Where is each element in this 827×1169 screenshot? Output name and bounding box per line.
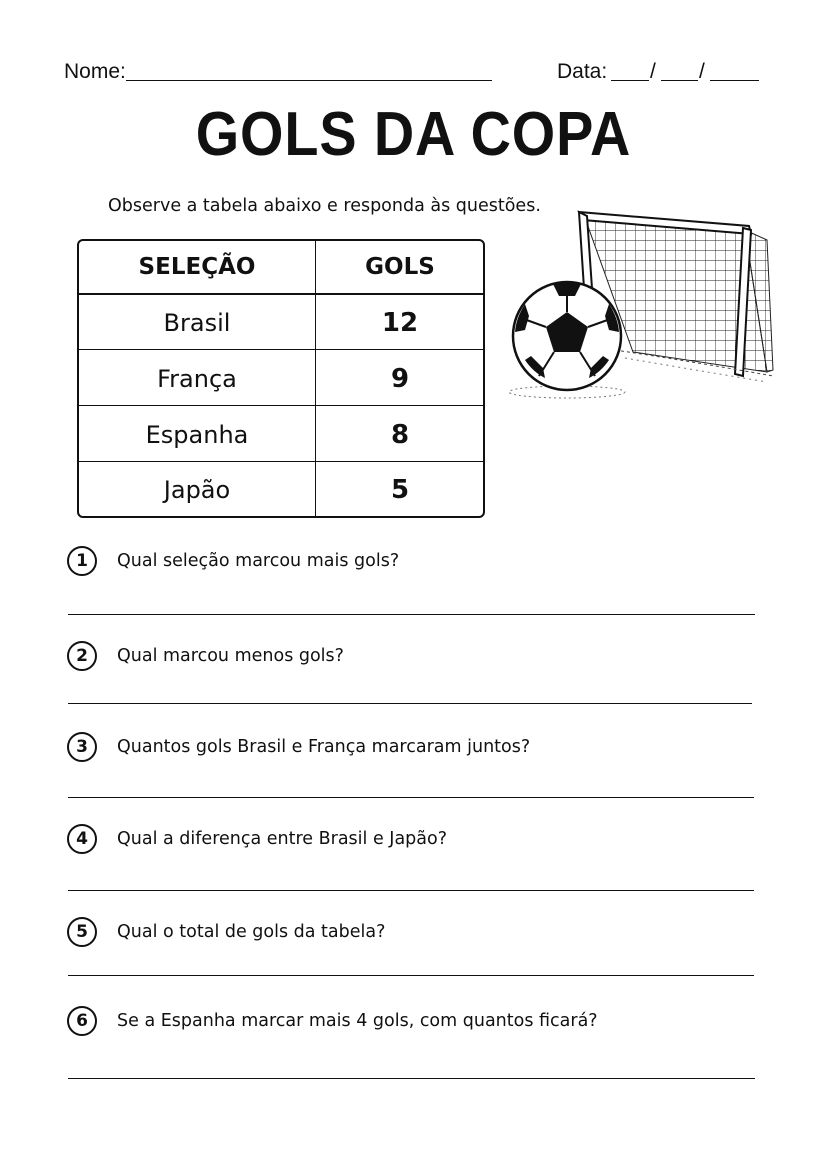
- table-cell-goals: 9: [390, 363, 410, 394]
- answer-line[interactable]: [68, 614, 755, 615]
- question-text: Quantos gols Brasil e França marcaram juntos?: [117, 737, 531, 757]
- question-text: Qual o total de gols da tabela?: [117, 922, 386, 942]
- table-cell-goals: 12: [381, 307, 419, 338]
- answer-line[interactable]: [68, 975, 754, 976]
- question-number-badge: 3: [67, 732, 97, 762]
- date-label: Data:: [557, 60, 608, 83]
- table-cell-team: Japão: [163, 476, 231, 504]
- question-text: Qual marcou menos gols?: [117, 646, 344, 666]
- answer-line[interactable]: [68, 1078, 755, 1079]
- answer-line[interactable]: [68, 703, 752, 704]
- date-month-field[interactable]: [661, 80, 698, 81]
- soccer-ball-icon: [509, 282, 625, 398]
- date-separator: /: [699, 60, 705, 83]
- goals-table: [77, 239, 485, 518]
- table-cell-team: Brasil: [163, 308, 231, 337]
- table-cell-goals: 8: [390, 419, 410, 450]
- question-text: Se a Espanha marcar mais 4 gols, com quantos ficará?: [117, 1011, 598, 1031]
- question-number-badge: 2: [67, 641, 97, 671]
- table-header-goals: GOLS: [365, 254, 435, 280]
- question-text: Qual a diferença entre Brasil e Japão?: [117, 829, 448, 849]
- name-label: Nome:: [64, 60, 126, 83]
- answer-line[interactable]: [68, 797, 754, 798]
- table-cell-goals: 5: [390, 475, 410, 505]
- question-number-badge: 1: [67, 546, 97, 576]
- date-day-field[interactable]: [611, 80, 649, 81]
- table-header-team: SELEÇÃO: [138, 254, 256, 280]
- soccer-illustration: [505, 200, 780, 405]
- question-text: Qual seleção marcou mais gols?: [117, 551, 400, 571]
- question-number-badge: 5: [67, 917, 97, 947]
- instruction-text: Observe a tabela abaixo e responda às questões.: [108, 196, 541, 216]
- question-number-badge: 4: [67, 824, 97, 854]
- question-number-badge: 6: [67, 1006, 97, 1036]
- date-separator: /: [650, 60, 656, 83]
- name-field[interactable]: [126, 80, 492, 81]
- date-year-field[interactable]: [710, 80, 759, 81]
- page-title: GOLS DA COPA: [195, 100, 632, 169]
- answer-line[interactable]: [68, 890, 754, 891]
- table-cell-team: França: [157, 364, 237, 393]
- table-cell-team: Espanha: [145, 420, 249, 449]
